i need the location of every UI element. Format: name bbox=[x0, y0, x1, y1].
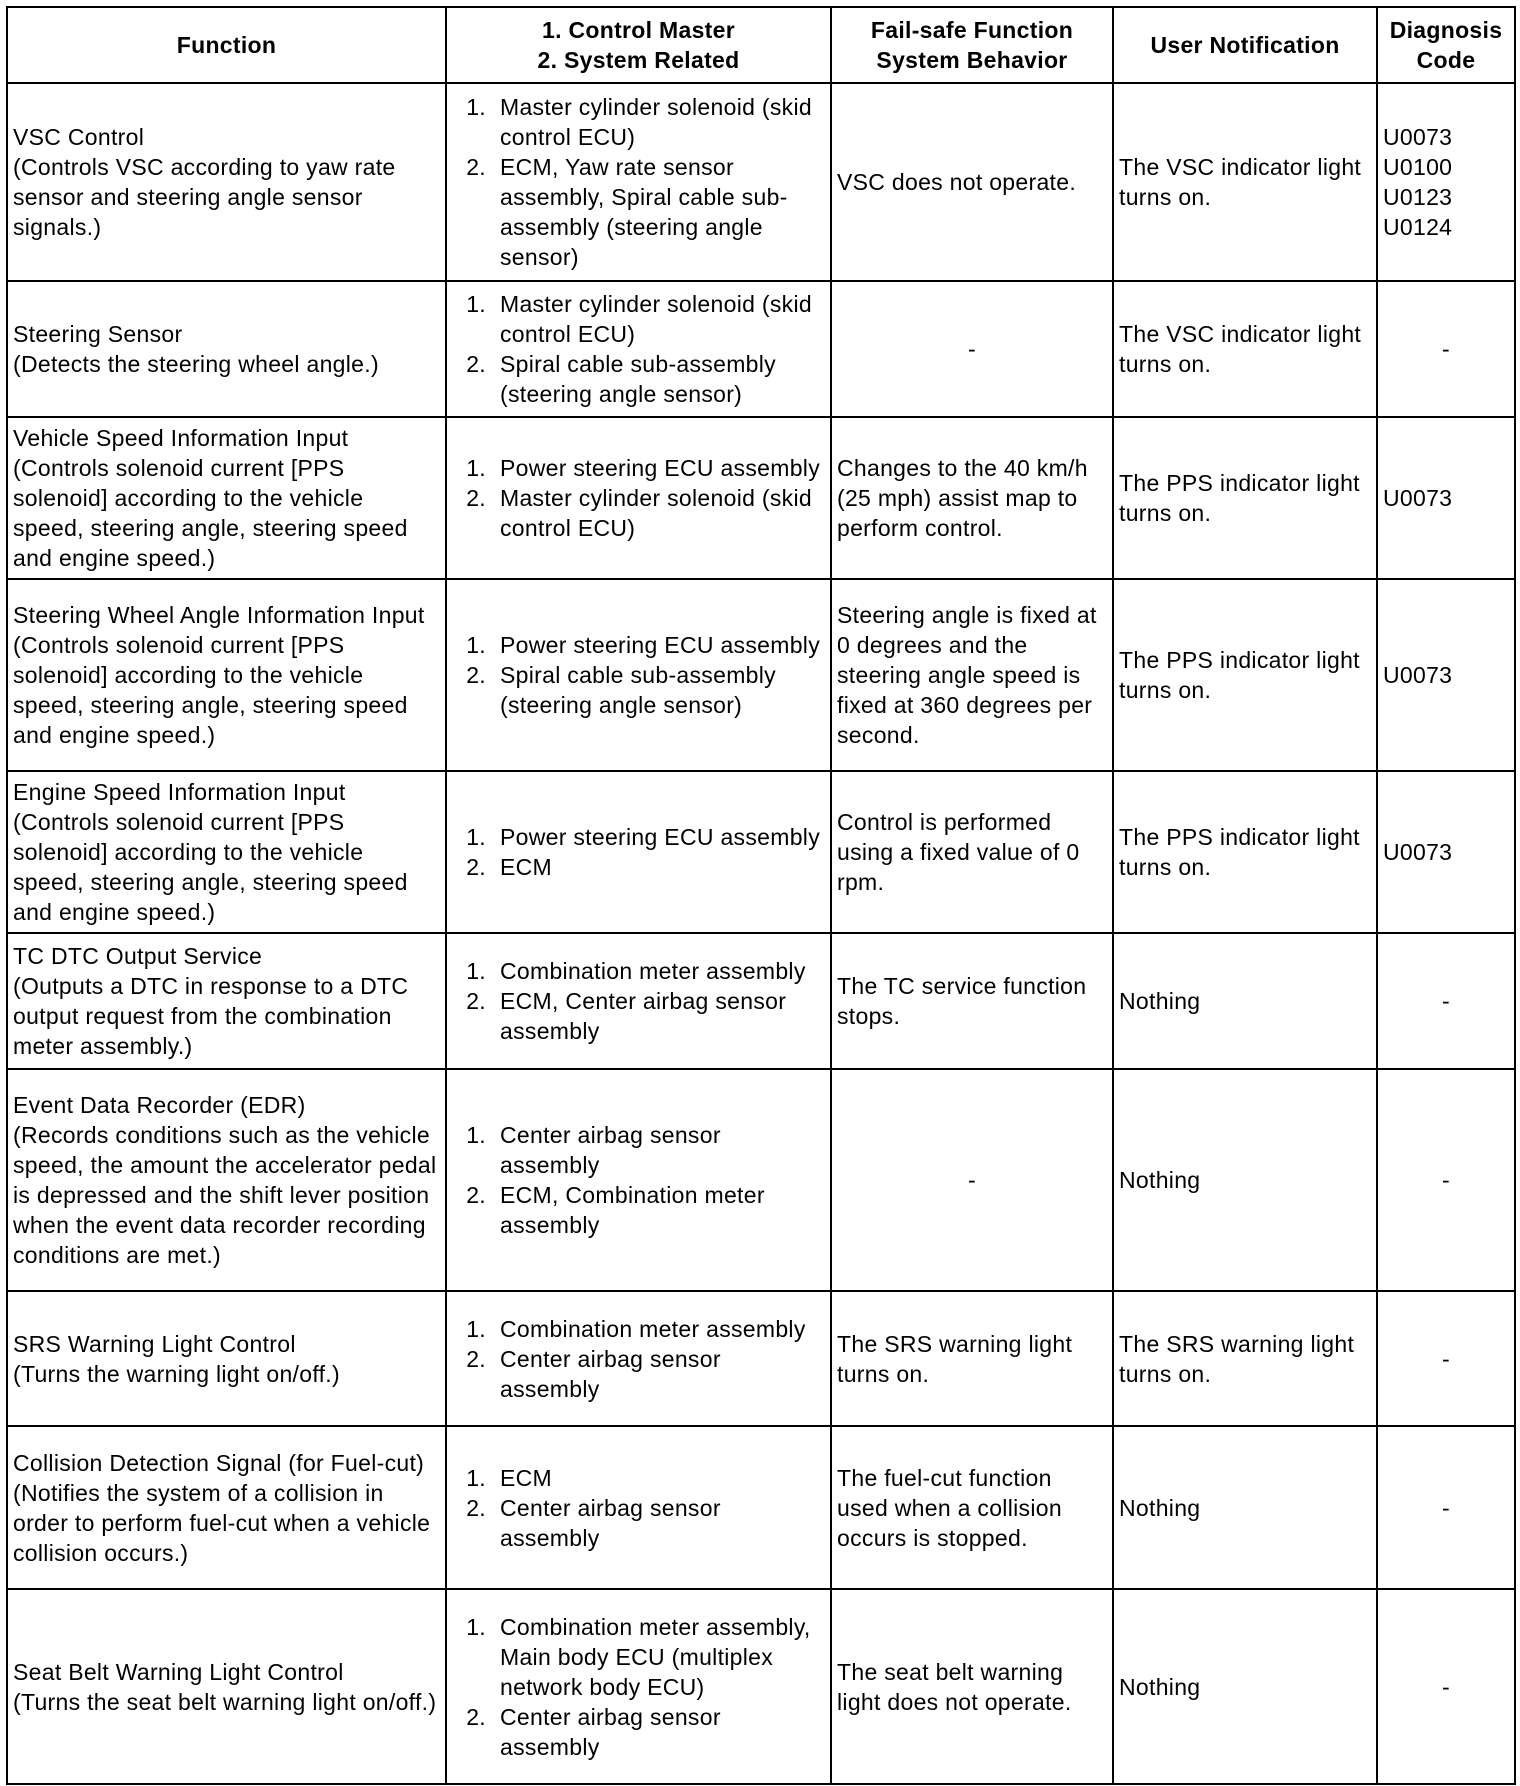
function-title: Event Data Recorder (EDR) bbox=[13, 1092, 306, 1118]
diagnosis-code-cell bbox=[1377, 1426, 1515, 1589]
diagnosis-code: - bbox=[1442, 988, 1450, 1014]
control-list-item bbox=[452, 852, 825, 882]
control-cell bbox=[446, 417, 831, 579]
function-cell bbox=[7, 771, 446, 933]
diagnosis-code-cell bbox=[1377, 771, 1515, 933]
control-list bbox=[452, 822, 825, 882]
function-description: (Controls solenoid current [PPS solenoid] according to the vehicle speed, steering angle, steering speed and engine speed.) bbox=[13, 809, 408, 925]
control-list bbox=[452, 92, 825, 272]
table-row bbox=[7, 1291, 1515, 1426]
failsafe-cell: Steering angle is fixed at 0 degrees and the steering angle speed is fixed at 360 degrees per second. bbox=[831, 579, 1113, 771]
control-list-item bbox=[452, 660, 825, 720]
control-item-number: 1. bbox=[466, 632, 486, 658]
control-item-text: Spiral cable sub-assembly (steering angle sensor) bbox=[500, 662, 776, 718]
control-list-item bbox=[452, 289, 825, 349]
control-item-text: Center airbag sensor assembly bbox=[500, 1345, 721, 1402]
function-cell bbox=[7, 281, 446, 417]
notification-cell: Nothing bbox=[1113, 933, 1377, 1069]
control-cell bbox=[446, 83, 831, 281]
control-list-item bbox=[452, 1493, 825, 1553]
diagnosis-code-cell bbox=[1377, 1291, 1515, 1426]
diagnosis-code: U0100 bbox=[1383, 154, 1453, 180]
diagnosis-code-cell bbox=[1377, 281, 1515, 417]
control-list bbox=[452, 630, 825, 720]
function-description: (Controls solenoid current [PPS solenoid] according to the vehicle speed, steering angle, steering speed and engine speed.) bbox=[13, 632, 408, 748]
control-item-text: Combination meter assembly bbox=[500, 1315, 806, 1342]
control-list-item bbox=[452, 1180, 825, 1240]
control-item-number: 2. bbox=[466, 1182, 486, 1208]
control-item-number: 2. bbox=[466, 154, 486, 180]
control-cell bbox=[446, 933, 831, 1069]
notification-cell: The VSC indicator light turns on. bbox=[1113, 281, 1377, 417]
header-diagnosis-line-2: Code bbox=[1416, 47, 1476, 73]
failsafe-cell: - bbox=[831, 281, 1113, 417]
table-row bbox=[7, 1589, 1515, 1784]
control-cell bbox=[446, 1069, 831, 1291]
diagnosis-code: U0073 bbox=[1383, 839, 1453, 865]
control-list-item bbox=[452, 956, 825, 986]
header-failsafe bbox=[831, 7, 1113, 83]
control-item-number: 2. bbox=[466, 485, 486, 511]
diagnosis-code-cell bbox=[1377, 1069, 1515, 1291]
header-notification: User Notification bbox=[1113, 7, 1377, 83]
function-description: (Outputs a DTC in response to a DTC output request from the combination meter assembly.) bbox=[13, 973, 409, 1059]
table-row bbox=[7, 933, 1515, 1069]
diagnosis-code: - bbox=[1442, 1673, 1450, 1700]
diagnosis-code: U0073 bbox=[1383, 662, 1453, 688]
control-item-text: Power steering ECU assembly bbox=[500, 455, 820, 481]
failsafe-cell: The seat belt warning light does not operate. bbox=[831, 1589, 1113, 1784]
control-list-item bbox=[452, 92, 825, 152]
control-item-text: Power steering ECU assembly bbox=[500, 824, 820, 850]
control-list bbox=[452, 1314, 825, 1404]
failsafe-table bbox=[6, 6, 1516, 1785]
control-item-text: Combination meter assembly, Main body ECU (multiplex network body ECU) bbox=[500, 1613, 811, 1700]
function-cell bbox=[7, 83, 446, 281]
notification-cell: The SRS warning light turns on. bbox=[1113, 1291, 1377, 1426]
control-item-text: Master cylinder solenoid (skid control ECU) bbox=[500, 94, 812, 150]
control-item-number: 2. bbox=[466, 988, 486, 1014]
failsafe-cell: Control is performed using a fixed value of 0 rpm. bbox=[831, 771, 1113, 933]
diagnosis-code: - bbox=[1442, 1494, 1450, 1521]
control-item-text: Power steering ECU assembly bbox=[500, 632, 820, 658]
function-description: (Controls VSC according to yaw rate sensor and steering angle sensor signals.) bbox=[13, 154, 396, 240]
function-title: Vehicle Speed Information Input bbox=[13, 425, 349, 451]
failsafe-cell: The fuel-cut function used when a collision occurs is stopped. bbox=[831, 1426, 1113, 1589]
notification-cell: The PPS indicator light turns on. bbox=[1113, 417, 1377, 579]
control-item-number: 2. bbox=[466, 351, 486, 377]
diagnosis-code: - bbox=[1442, 336, 1450, 362]
control-item-number: 1. bbox=[466, 1613, 486, 1640]
control-item-text: ECM, Center airbag sensor assembly bbox=[500, 988, 787, 1044]
function-description: (Records conditions such as the vehicle speed, the amount the accelerator pedal is depressed and the shift lever position when the event data recorder recording conditions are met.) bbox=[13, 1122, 437, 1268]
control-cell bbox=[446, 1291, 831, 1426]
header-failsafe-line-2: System Behavior bbox=[876, 47, 1068, 73]
function-description: (Detects the steering wheel angle.) bbox=[13, 351, 379, 377]
function-cell bbox=[7, 1291, 446, 1426]
control-item-number: 1. bbox=[466, 1464, 486, 1491]
header-row bbox=[7, 7, 1515, 83]
control-cell bbox=[446, 1589, 831, 1784]
header-diagnosis-line-1: Diagnosis bbox=[1389, 17, 1503, 43]
control-item-text: ECM bbox=[500, 1464, 553, 1491]
header-control-line-2: 2. System Related bbox=[537, 47, 740, 73]
control-list-item bbox=[452, 1314, 825, 1344]
function-title: Engine Speed Information Input bbox=[13, 779, 346, 805]
function-cell bbox=[7, 1589, 446, 1784]
control-item-text: ECM, Yaw rate sensor assembly, Spiral cable sub-assembly (steering angle sensor) bbox=[500, 154, 788, 270]
control-item-text: Center airbag sensor assembly bbox=[500, 1494, 721, 1551]
function-cell bbox=[7, 1069, 446, 1291]
notification-cell: The VSC indicator light turns on. bbox=[1113, 83, 1377, 281]
control-item-number: 1. bbox=[466, 291, 486, 317]
control-item-number: 2. bbox=[466, 1494, 486, 1521]
diagnosis-code-cell bbox=[1377, 83, 1515, 281]
table-row bbox=[7, 83, 1515, 281]
diagnosis-code: U0123 bbox=[1383, 184, 1453, 210]
control-item-number: 2. bbox=[466, 1345, 486, 1372]
failsafe-cell: The SRS warning light turns on. bbox=[831, 1291, 1113, 1426]
notification-cell: The PPS indicator light turns on. bbox=[1113, 579, 1377, 771]
header-control bbox=[446, 7, 831, 83]
control-list-item bbox=[452, 1120, 825, 1180]
diagnosis-code-cell bbox=[1377, 579, 1515, 771]
control-item-number: 2. bbox=[466, 854, 486, 880]
control-item-text: Spiral cable sub-assembly (steering angle sensor) bbox=[500, 351, 776, 407]
header-function: Function bbox=[7, 7, 446, 83]
control-cell bbox=[446, 579, 831, 771]
function-description: (Turns the warning light on/off.) bbox=[13, 1360, 340, 1387]
control-list-item bbox=[452, 349, 825, 409]
control-cell bbox=[446, 281, 831, 417]
function-title: TC DTC Output Service bbox=[13, 943, 263, 969]
failsafe-cell: - bbox=[831, 1069, 1113, 1291]
table-row bbox=[7, 579, 1515, 771]
control-item-number: 1. bbox=[466, 455, 486, 481]
failsafe-cell: VSC does not operate. bbox=[831, 83, 1113, 281]
control-item-number: 2. bbox=[466, 662, 486, 688]
control-item-text: Center airbag sensor assembly bbox=[500, 1122, 721, 1178]
control-item-text: Center airbag sensor assembly bbox=[500, 1703, 721, 1760]
control-item-text: ECM, Combination meter assembly bbox=[500, 1182, 765, 1238]
control-item-number: 2. bbox=[466, 1703, 486, 1730]
notification-cell: Nothing bbox=[1113, 1589, 1377, 1784]
function-description: (Controls solenoid current [PPS solenoid] according to the vehicle speed, steering angle, steering speed and engine speed.) bbox=[13, 455, 408, 571]
table-row bbox=[7, 417, 1515, 579]
control-list-item bbox=[452, 1612, 825, 1702]
control-list-item bbox=[452, 822, 825, 852]
failsafe-cell: The TC service function stops. bbox=[831, 933, 1113, 1069]
function-title: Seat Belt Warning Light Control bbox=[13, 1658, 344, 1685]
function-title: Collision Detection Signal (for Fuel-cut) bbox=[13, 1449, 425, 1476]
control-list bbox=[452, 289, 825, 409]
control-list bbox=[452, 1463, 825, 1553]
control-item-number: 1. bbox=[466, 958, 486, 984]
control-list-item bbox=[452, 1463, 825, 1493]
control-item-text: Master cylinder solenoid (skid control ECU) bbox=[500, 291, 812, 347]
table-row bbox=[7, 1426, 1515, 1589]
diagnosis-code: U0124 bbox=[1383, 214, 1453, 240]
function-cell bbox=[7, 417, 446, 579]
control-item-number: 1. bbox=[466, 824, 486, 850]
control-list-item bbox=[452, 1344, 825, 1404]
control-list-item bbox=[452, 1702, 825, 1762]
function-title: Steering Sensor bbox=[13, 321, 183, 347]
control-list-item bbox=[452, 630, 825, 660]
control-list bbox=[452, 453, 825, 543]
function-cell bbox=[7, 933, 446, 1069]
control-list-item bbox=[452, 152, 825, 272]
function-cell bbox=[7, 579, 446, 771]
function-title: SRS Warning Light Control bbox=[13, 1330, 296, 1357]
table-row bbox=[7, 771, 1515, 933]
diagnosis-code-cell bbox=[1377, 1589, 1515, 1784]
function-title: Steering Wheel Angle Information Input bbox=[13, 602, 425, 628]
table-row bbox=[7, 281, 1515, 417]
function-title: VSC Control bbox=[13, 124, 145, 150]
diagnosis-code: - bbox=[1442, 1167, 1450, 1193]
control-item-text: ECM bbox=[500, 854, 553, 880]
control-item-number: 1. bbox=[466, 1315, 486, 1342]
control-cell bbox=[446, 771, 831, 933]
notification-cell: The PPS indicator light turns on. bbox=[1113, 771, 1377, 933]
function-cell bbox=[7, 1426, 446, 1589]
table-row bbox=[7, 1069, 1515, 1291]
failsafe-cell: Changes to the 40 km/h (25 mph) assist map to perform control. bbox=[831, 417, 1113, 579]
control-list-item bbox=[452, 453, 825, 483]
notification-cell: Nothing bbox=[1113, 1426, 1377, 1589]
diagnosis-code: - bbox=[1442, 1345, 1450, 1372]
diagnosis-code-cell bbox=[1377, 417, 1515, 579]
notification-cell: Nothing bbox=[1113, 1069, 1377, 1291]
function-description: (Turns the seat belt warning light on/off.) bbox=[13, 1688, 437, 1715]
control-item-text: Master cylinder solenoid (skid control ECU) bbox=[500, 485, 812, 541]
diagnosis-code-cell bbox=[1377, 933, 1515, 1069]
control-list-item bbox=[452, 986, 825, 1046]
header-failsafe-line-1: Fail-safe Function bbox=[870, 17, 1074, 43]
header-diagnosis bbox=[1377, 7, 1515, 83]
diagnosis-code: U0073 bbox=[1383, 485, 1453, 511]
control-list-item bbox=[452, 483, 825, 543]
control-item-number: 1. bbox=[466, 1122, 486, 1148]
diagnosis-code: U0073 bbox=[1383, 124, 1453, 150]
control-item-number: 1. bbox=[466, 94, 486, 120]
control-list bbox=[452, 1612, 825, 1762]
header-control-line-1: 1. Control Master bbox=[542, 17, 735, 43]
control-list bbox=[452, 1120, 825, 1240]
control-list bbox=[452, 956, 825, 1046]
function-description: (Notifies the system of a collision in order to perform fuel-cut when a vehicle collision occurs.) bbox=[13, 1479, 431, 1566]
control-cell bbox=[446, 1426, 831, 1589]
control-item-text: Combination meter assembly bbox=[500, 958, 806, 984]
